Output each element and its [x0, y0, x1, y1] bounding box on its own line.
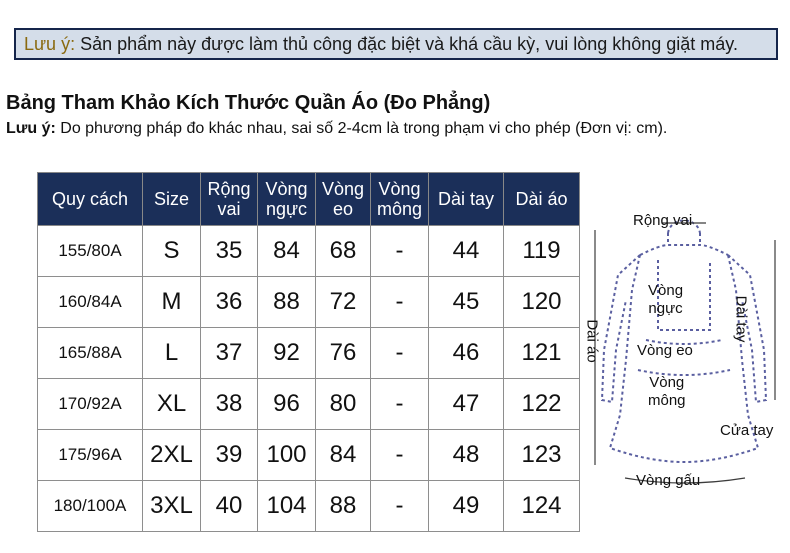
- table-cell: -: [371, 379, 429, 430]
- table-cell: 38: [201, 379, 258, 430]
- notice-banner: [14, 28, 778, 60]
- table-cell: 47: [429, 379, 504, 430]
- subtitle-text: Do phương pháp đo khác nhau, sai số 2-4cm là trong phạm vi cho phép (Đơn vị: cm).: [55, 120, 668, 137]
- column-header-text: vai: [217, 199, 241, 219]
- table-cell: -: [371, 226, 429, 277]
- table-header-row: [38, 173, 580, 226]
- table-cell: 124: [504, 481, 580, 532]
- column-header: [258, 173, 316, 226]
- table-cell: S: [143, 226, 201, 277]
- table-cell: 92: [258, 328, 316, 379]
- length-label: Dài áo: [583, 319, 601, 363]
- column-header-text: Size: [153, 189, 189, 209]
- table-row: [38, 379, 580, 430]
- table-cell: 49: [429, 481, 504, 532]
- table-row: [38, 481, 580, 532]
- column-header-text: ngực: [265, 199, 308, 219]
- table-cell: 165/88A: [38, 328, 143, 379]
- table-cell: 119: [504, 226, 580, 277]
- table-cell: 84: [316, 430, 371, 481]
- table-cell: 160/84A: [38, 277, 143, 328]
- table-cell: 104: [258, 481, 316, 532]
- column-header: [143, 173, 201, 226]
- table-cell: -: [371, 277, 429, 328]
- garment-diagram: [580, 200, 790, 500]
- column-header: [201, 173, 258, 226]
- table-cell: 180/100A: [38, 481, 143, 532]
- subtitle-label: Lưu ý:: [6, 120, 56, 137]
- table-cell: 72: [316, 277, 371, 328]
- table-cell: 76: [316, 328, 371, 379]
- chest-label-line1: Vòng: [648, 282, 684, 299]
- column-header-text: mông: [376, 199, 423, 219]
- table-row: [38, 430, 580, 481]
- column-header-text: eo: [332, 199, 354, 219]
- column-header-text: Dài áo: [515, 189, 568, 209]
- column-header-text: Dài tay: [437, 189, 495, 209]
- table-cell: 175/96A: [38, 430, 143, 481]
- table-cell: -: [371, 430, 429, 481]
- table-cell: 68: [316, 226, 371, 277]
- table-cell: 96: [258, 379, 316, 430]
- table-cell: 44: [429, 226, 504, 277]
- table-cell: 88: [258, 277, 316, 328]
- column-header-text: Vòng: [265, 179, 308, 199]
- hip-label-line1: Vòng: [649, 374, 685, 391]
- hip-label-line2: mông: [648, 392, 686, 409]
- table-cell: 88: [316, 481, 371, 532]
- table-cell: 36: [201, 277, 258, 328]
- subtitle-note: [6, 120, 667, 138]
- hip-label: [648, 374, 686, 410]
- table-row: [38, 277, 580, 328]
- column-header: [429, 173, 504, 226]
- notice-label: Lưu ý:: [24, 34, 76, 54]
- notice-text: Sản phẩm này được làm thủ công đặc biệt và khá cầu kỳ, vui lòng không giặt máy.: [75, 34, 738, 54]
- column-header: [504, 173, 580, 226]
- column-header: [371, 173, 429, 226]
- size-table: [37, 172, 580, 532]
- table-cell: 155/80A: [38, 226, 143, 277]
- shoulder-label: Rộng vai: [633, 212, 693, 229]
- table-cell: 40: [201, 481, 258, 532]
- page-title: Bảng Tham Khảo Kích Thước Quần Áo (Đo Phẳng): [6, 92, 491, 114]
- column-header-text: Rộng: [207, 179, 251, 199]
- table-cell: 48: [429, 430, 504, 481]
- table-cell: 35: [201, 226, 258, 277]
- table-cell: XL: [143, 379, 201, 430]
- cuff-label: Cửa tay: [720, 422, 774, 439]
- table-cell: -: [371, 328, 429, 379]
- table-cell: 2XL: [143, 430, 201, 481]
- table-cell: 3XL: [143, 481, 201, 532]
- table-cell: 120: [504, 277, 580, 328]
- table-row: [38, 226, 580, 277]
- table-cell: 122: [504, 379, 580, 430]
- sleeve-label: Dài tay: [732, 295, 750, 343]
- hem-label: Vòng gấu: [636, 472, 701, 489]
- chest-label-line2: ngực: [648, 300, 683, 317]
- table-cell: 46: [429, 328, 504, 379]
- table-cell: 45: [429, 277, 504, 328]
- table-cell: 100: [258, 430, 316, 481]
- table-cell: 37: [201, 328, 258, 379]
- table-cell: 84: [258, 226, 316, 277]
- table-cell: M: [143, 277, 201, 328]
- column-header-text: Vòng: [321, 179, 365, 199]
- column-header-text: Quy cách: [51, 189, 129, 209]
- table-cell: -: [371, 481, 429, 532]
- table-row: [38, 328, 580, 379]
- table-cell: 39: [201, 430, 258, 481]
- table-cell: 123: [504, 430, 580, 481]
- table-cell: 170/92A: [38, 379, 143, 430]
- waist-label: Vòng eo: [637, 342, 693, 359]
- column-header: [38, 173, 143, 226]
- table-cell: L: [143, 328, 201, 379]
- chest-label: [648, 282, 683, 318]
- table-body: [38, 226, 580, 532]
- column-header-text: Vòng: [378, 179, 421, 199]
- table-cell: 80: [316, 379, 371, 430]
- column-header: [316, 173, 371, 226]
- table-cell: 121: [504, 328, 580, 379]
